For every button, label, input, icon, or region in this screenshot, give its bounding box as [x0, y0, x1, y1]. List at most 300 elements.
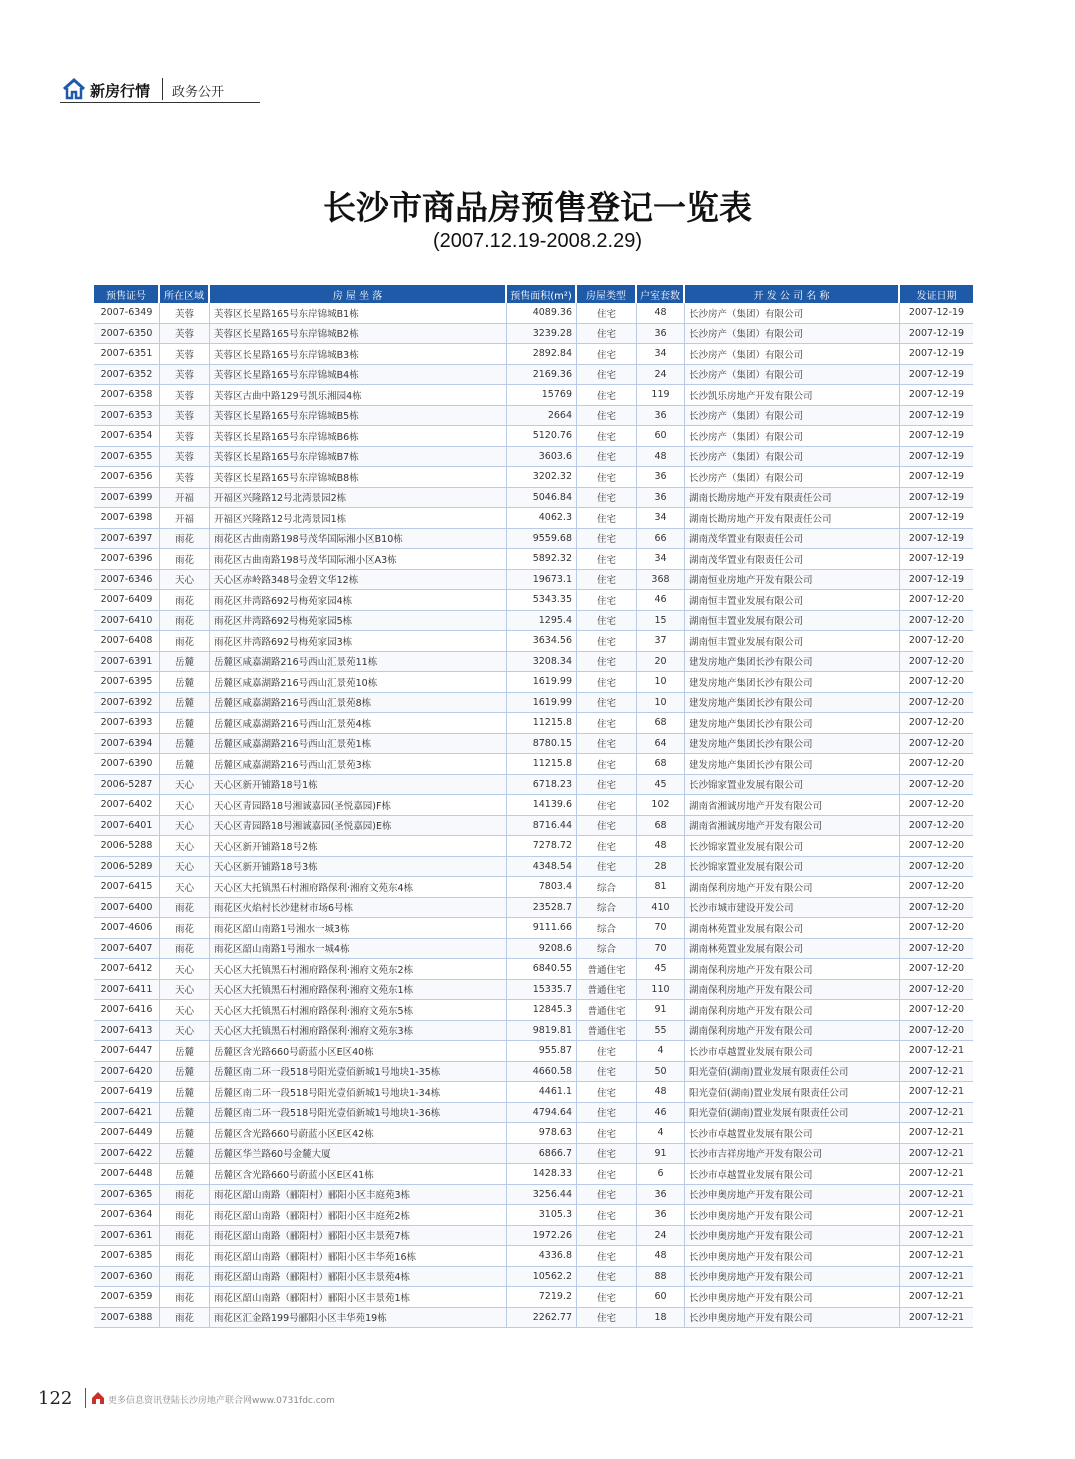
developer-cell: 长沙申奥房地产开发有限公司 [685, 1287, 900, 1308]
location-cell: 岳麓区咸嘉湖路216号西山汇景苑8栋 [210, 693, 507, 714]
presale-area-cell: 4660.58 [507, 1062, 577, 1083]
permit-number-cell: 2007-6419 [94, 1082, 160, 1103]
table-row [94, 775, 973, 796]
issue-date-cell: 2007-12-20 [900, 939, 973, 960]
location-cell: 芙蓉区长星路165号东岸锦城B7栋 [210, 447, 507, 468]
house-type-cell: 住宅 [577, 836, 637, 857]
permit-number-cell: 2007-6399 [94, 488, 160, 509]
house-type-cell: 住宅 [577, 385, 637, 406]
house-type-cell: 住宅 [577, 795, 637, 816]
permit-number-cell: 2006-5289 [94, 857, 160, 878]
district-cell: 岳麓 [160, 734, 210, 755]
presale-area-cell: 2262.77 [507, 1308, 577, 1329]
issue-date-cell: 2007-12-21 [900, 1123, 973, 1144]
location-cell: 雨花区韶山南路（郦阳村）郦阳小区丰景苑1栋 [210, 1287, 507, 1308]
unit-count-cell: 48 [637, 1246, 685, 1267]
presale-area-cell: 5046.84 [507, 488, 577, 509]
developer-cell: 长沙市卓越置业发展有限公司 [685, 1123, 900, 1144]
house-type-cell: 住宅 [577, 344, 637, 365]
location-cell: 雨花区韶山南路1号湘水一城3栋 [210, 918, 507, 939]
house-type-cell: 住宅 [577, 1103, 637, 1124]
date-range: (2007.12.19-2008.2.29) [432, 230, 643, 252]
unit-count-cell: 36 [637, 324, 685, 345]
location-cell: 天心区新开铺路18号1栋 [210, 775, 507, 796]
developer-cell: 湖南保利房地产开发有限公司 [685, 980, 900, 1001]
table-row [94, 1308, 973, 1329]
unit-count-cell: 410 [637, 898, 685, 919]
permit-number-cell: 2007-6351 [94, 344, 160, 365]
permit-number-cell: 2007-6364 [94, 1205, 160, 1226]
table-row [94, 836, 973, 857]
unit-count-cell: 46 [637, 1103, 685, 1124]
location-cell: 雨花区井湾路692号梅苑家园3栋 [210, 631, 507, 652]
location-cell: 岳麓区咸嘉湖路216号西山汇景苑10栋 [210, 672, 507, 693]
developer-cell: 长沙房产（集团）有限公司 [685, 303, 900, 324]
table-row [94, 734, 973, 755]
presale-area-cell: 9559.68 [507, 529, 577, 550]
developer-cell: 长沙锦家置业发展有限公司 [685, 857, 900, 878]
location-cell: 天心区青园路18号湘诚嘉园(圣悦嘉园)E栋 [210, 816, 507, 837]
table-row [94, 1062, 973, 1083]
house-type-cell: 住宅 [577, 508, 637, 529]
house-type-cell: 住宅 [577, 488, 637, 509]
developer-cell: 湖南恒丰置业发展有限公司 [685, 631, 900, 652]
developer-cell: 建发房地产集团长沙有限公司 [685, 734, 900, 755]
district-cell: 芙蓉 [160, 365, 210, 386]
presale-area-cell: 6866.7 [507, 1144, 577, 1165]
presale-area-cell: 3105.3 [507, 1205, 577, 1226]
unit-count-cell: 48 [637, 836, 685, 857]
unit-count-cell: 88 [637, 1267, 685, 1288]
permit-number-cell: 2007-6358 [94, 385, 160, 406]
house-type-cell: 住宅 [577, 1144, 637, 1165]
table-row [94, 1226, 973, 1247]
developer-cell: 长沙市吉祥房地产开发有限公司 [685, 1144, 900, 1165]
col-header-location: 房 屋 坐 落 [210, 285, 507, 303]
presale-area-cell: 14139.6 [507, 795, 577, 816]
unit-count-cell: 34 [637, 508, 685, 529]
house-type-cell: 住宅 [577, 447, 637, 468]
developer-cell: 湖南保利房地产开发有限公司 [685, 1021, 900, 1042]
developer-cell: 长沙房产（集团）有限公司 [685, 467, 900, 488]
location-cell: 岳麓区咸嘉湖路216号西山汇景苑11栋 [210, 652, 507, 673]
district-cell: 芙蓉 [160, 467, 210, 488]
page-number: 122 [38, 1388, 73, 1409]
district-cell: 芙蓉 [160, 324, 210, 345]
house-type-cell: 住宅 [577, 1082, 637, 1103]
presale-area-cell: 5343.35 [507, 590, 577, 611]
house-type-cell: 住宅 [577, 1123, 637, 1144]
permit-number-cell: 2007-6416 [94, 1000, 160, 1021]
unit-count-cell: 36 [637, 406, 685, 427]
issue-date-cell: 2007-12-21 [900, 1205, 973, 1226]
presale-area-cell: 1295.4 [507, 611, 577, 632]
table-row [94, 795, 973, 816]
location-cell: 岳麓区含光路660号蔚蓝小区E区40栋 [210, 1041, 507, 1062]
issue-date-cell: 2007-12-20 [900, 918, 973, 939]
unit-count-cell: 6 [637, 1164, 685, 1185]
location-cell: 芙蓉区长星路165号东岸锦城B1栋 [210, 303, 507, 324]
unit-count-cell: 55 [637, 1021, 685, 1042]
presale-area-cell: 4461.1 [507, 1082, 577, 1103]
location-cell: 雨花区古曲南路198号茂华国际湘小区A3栋 [210, 549, 507, 570]
house-type-cell: 住宅 [577, 1226, 637, 1247]
issue-date-cell: 2007-12-20 [900, 857, 973, 878]
table-row [94, 918, 973, 939]
issue-date-cell: 2007-12-21 [900, 1226, 973, 1247]
unit-count-cell: 36 [637, 1185, 685, 1206]
permit-number-cell: 2007-6393 [94, 713, 160, 734]
unit-count-cell: 24 [637, 365, 685, 386]
issue-date-cell: 2007-12-20 [900, 877, 973, 898]
permit-number-cell: 2007-6396 [94, 549, 160, 570]
issue-date-cell: 2007-12-19 [900, 365, 973, 386]
presale-area-cell: 1428.33 [507, 1164, 577, 1185]
location-cell: 岳麓区咸嘉湖路216号西山汇景苑3栋 [210, 754, 507, 775]
unit-count-cell: 10 [637, 672, 685, 693]
table-row [94, 1205, 973, 1226]
unit-count-cell: 70 [637, 939, 685, 960]
developer-cell: 长沙申奥房地产开发有限公司 [685, 1308, 900, 1329]
developer-cell: 长沙房产（集团）有限公司 [685, 426, 900, 447]
issue-date-cell: 2007-12-20 [900, 590, 973, 611]
developer-cell: 长沙房产（集团）有限公司 [685, 344, 900, 365]
permit-number-cell: 2007-6346 [94, 570, 160, 591]
location-cell: 芙蓉区长星路165号东岸锦城B3栋 [210, 344, 507, 365]
unit-count-cell: 50 [637, 1062, 685, 1083]
house-type-cell: 住宅 [577, 693, 637, 714]
permit-number-cell: 2007-6397 [94, 529, 160, 550]
unit-count-cell: 18 [637, 1308, 685, 1329]
developer-cell: 湖南保利房地产开发有限公司 [685, 959, 900, 980]
unit-count-cell: 91 [637, 1144, 685, 1165]
section-subtitle: 政务公开 [172, 85, 225, 100]
presale-area-cell: 15335.7 [507, 980, 577, 1001]
table-row [94, 385, 973, 406]
location-cell: 天心区青园路18号湘诚嘉园(圣悦嘉园)F栋 [210, 795, 507, 816]
house-type-cell: 住宅 [577, 611, 637, 632]
developer-cell: 建发房地产集团长沙有限公司 [685, 713, 900, 734]
presale-area-cell: 9208.6 [507, 939, 577, 960]
house-type-cell: 住宅 [577, 672, 637, 693]
table-row [94, 488, 973, 509]
presale-area-cell: 1619.99 [507, 672, 577, 693]
permit-number-cell: 2007-6394 [94, 734, 160, 755]
permit-number-cell: 2007-6365 [94, 1185, 160, 1206]
developer-cell: 长沙申奥房地产开发有限公司 [685, 1267, 900, 1288]
district-cell: 岳麓 [160, 672, 210, 693]
district-cell: 雨花 [160, 1267, 210, 1288]
issue-date-cell: 2007-12-20 [900, 898, 973, 919]
district-cell: 雨花 [160, 1205, 210, 1226]
district-cell: 天心 [160, 959, 210, 980]
issue-date-cell: 2007-12-19 [900, 426, 973, 447]
district-cell: 天心 [160, 816, 210, 837]
permit-number-cell: 2007-6388 [94, 1308, 160, 1329]
developer-cell: 建发房地产集团长沙有限公司 [685, 693, 900, 714]
unit-count-cell: 36 [637, 1205, 685, 1226]
unit-count-cell: 48 [637, 303, 685, 324]
presale-area-cell: 4794.64 [507, 1103, 577, 1124]
location-cell: 岳麓区咸嘉湖路216号西山汇景苑1栋 [210, 734, 507, 755]
permit-number-cell: 2007-6402 [94, 795, 160, 816]
table-row [94, 549, 973, 570]
presale-area-cell: 19673.1 [507, 570, 577, 591]
col-header-units: 户室套数 [637, 285, 685, 303]
district-cell: 岳麓 [160, 1123, 210, 1144]
issue-date-cell: 2007-12-19 [900, 488, 973, 509]
permit-number-cell: 2007-6352 [94, 365, 160, 386]
house-type-cell: 综合 [577, 898, 637, 919]
house-type-cell: 住宅 [577, 467, 637, 488]
location-cell: 天心区大托镇黑石村湘府路保利·湘府文苑东5栋 [210, 1000, 507, 1021]
location-cell: 雨花区韶山南路（郦阳村）郦阳小区丰华苑16栋 [210, 1246, 507, 1267]
house-type-cell: 住宅 [577, 1185, 637, 1206]
district-cell: 岳麓 [160, 1144, 210, 1165]
table-row [94, 754, 973, 775]
permit-number-cell: 2007-6390 [94, 754, 160, 775]
table-row [94, 1041, 973, 1062]
house-logo-icon [91, 1391, 105, 1405]
unit-count-cell: 24 [637, 1226, 685, 1247]
header-divider [162, 78, 163, 100]
developer-cell: 长沙申奥房地产开发有限公司 [685, 1205, 900, 1226]
table-row [94, 570, 973, 591]
permit-number-cell: 2007-6359 [94, 1287, 160, 1308]
district-cell: 岳麓 [160, 1164, 210, 1185]
developer-cell: 阳光壹佰(湖南)置业发展有限责任公司 [685, 1103, 900, 1124]
district-cell: 雨花 [160, 549, 210, 570]
table-row [94, 365, 973, 386]
presale-area-cell: 3256.44 [507, 1185, 577, 1206]
issue-date-cell: 2007-12-21 [900, 1082, 973, 1103]
unit-count-cell: 64 [637, 734, 685, 755]
developer-cell: 长沙锦家置业发展有限公司 [685, 836, 900, 857]
location-cell: 岳麓区咸嘉湖路216号西山汇景苑4栋 [210, 713, 507, 734]
developer-cell: 长沙市城市建设开发公司 [685, 898, 900, 919]
district-cell: 雨花 [160, 1185, 210, 1206]
district-cell: 芙蓉 [160, 406, 210, 427]
permit-number-cell: 2007-6409 [94, 590, 160, 611]
district-cell: 雨花 [160, 529, 210, 550]
house-type-cell: 住宅 [577, 570, 637, 591]
issue-date-cell: 2007-12-20 [900, 836, 973, 857]
unit-count-cell: 68 [637, 713, 685, 734]
issue-date-cell: 2007-12-20 [900, 734, 973, 755]
location-cell: 雨花区井湾路692号梅苑家园4栋 [210, 590, 507, 611]
district-cell: 雨花 [160, 611, 210, 632]
permit-number-cell: 2007-6356 [94, 467, 160, 488]
presale-area-cell: 2169.36 [507, 365, 577, 386]
location-cell: 芙蓉区古曲中路129号凯乐湘园4栋 [210, 385, 507, 406]
developer-cell: 建发房地产集团长沙有限公司 [685, 672, 900, 693]
issue-date-cell: 2007-12-19 [900, 467, 973, 488]
table-row [94, 1103, 973, 1124]
col-header-district: 所在区域 [160, 285, 210, 303]
unit-count-cell: 60 [637, 426, 685, 447]
table-row [94, 1287, 973, 1308]
permit-number-cell: 2007-6407 [94, 939, 160, 960]
house-type-cell: 住宅 [577, 652, 637, 673]
developer-cell: 湖南茂华置业有限责任公司 [685, 549, 900, 570]
presale-area-cell: 15769 [507, 385, 577, 406]
developer-cell: 长沙房产（集团）有限公司 [685, 365, 900, 386]
location-cell: 雨花区火焰村长沙建材市场6号栋 [210, 898, 507, 919]
location-cell: 雨花区韶山南路（郦阳村）郦阳小区丰景苑7栋 [210, 1226, 507, 1247]
location-cell: 芙蓉区长星路165号东岸锦城B6栋 [210, 426, 507, 447]
permit-number-cell: 2007-6350 [94, 324, 160, 345]
presale-area-cell: 3603.6 [507, 447, 577, 468]
developer-cell: 湖南恒丰置业发展有限公司 [685, 611, 900, 632]
location-cell: 岳麓区华兰路60号金麓大厦 [210, 1144, 507, 1165]
issue-date-cell: 2007-12-21 [900, 1185, 973, 1206]
table-row [94, 1267, 973, 1288]
table-row [94, 324, 973, 345]
unit-count-cell: 91 [637, 1000, 685, 1021]
presale-area-cell: 23528.7 [507, 898, 577, 919]
permit-number-cell: 2007-6447 [94, 1041, 160, 1062]
table-row [94, 529, 973, 550]
permit-number-cell: 2007-6349 [94, 303, 160, 324]
district-cell: 芙蓉 [160, 426, 210, 447]
unit-count-cell: 36 [637, 467, 685, 488]
permit-number-cell: 2007-6412 [94, 959, 160, 980]
issue-date-cell: 2007-12-21 [900, 1062, 973, 1083]
presale-area-cell: 3239.28 [507, 324, 577, 345]
location-cell: 岳麓区南二环一段518号阳光壹佰新城1号地块1-36栋 [210, 1103, 507, 1124]
house-type-cell: 住宅 [577, 324, 637, 345]
col-header-area: 预售面积(m²) [507, 285, 577, 303]
location-cell: 芙蓉区长星路165号东岸锦城B2栋 [210, 324, 507, 345]
table-row [94, 672, 973, 693]
table-row [94, 508, 973, 529]
district-cell: 芙蓉 [160, 344, 210, 365]
issue-date-cell: 2007-12-19 [900, 303, 973, 324]
issue-date-cell: 2007-12-20 [900, 631, 973, 652]
location-cell: 天心区新开铺路18号2栋 [210, 836, 507, 857]
col-header-date: 发证日期 [900, 285, 973, 303]
permit-number-cell: 2007-6448 [94, 1164, 160, 1185]
house-type-cell: 综合 [577, 939, 637, 960]
developer-cell: 湖南茂华置业有限责任公司 [685, 529, 900, 550]
district-cell: 天心 [160, 1021, 210, 1042]
section-header [60, 78, 260, 103]
developer-cell: 长沙凯乐房地产开发有限公司 [685, 385, 900, 406]
developer-cell: 湖南林苑置业发展有限公司 [685, 939, 900, 960]
district-cell: 雨花 [160, 590, 210, 611]
issue-date-cell: 2007-12-21 [900, 1267, 973, 1288]
permit-number-cell: 2007-6421 [94, 1103, 160, 1124]
house-type-cell: 住宅 [577, 303, 637, 324]
presale-area-cell: 12845.3 [507, 1000, 577, 1021]
table-row [94, 713, 973, 734]
presale-area-cell: 11215.8 [507, 713, 577, 734]
unit-count-cell: 48 [637, 1082, 685, 1103]
location-cell: 雨花区韶山南路（郦阳村）郦阳小区丰景苑4栋 [210, 1267, 507, 1288]
unit-count-cell: 48 [637, 447, 685, 468]
issue-date-cell: 2007-12-19 [900, 406, 973, 427]
issue-date-cell: 2007-12-21 [900, 1103, 973, 1124]
presale-area-cell: 5892.32 [507, 549, 577, 570]
issue-date-cell: 2007-12-21 [900, 1164, 973, 1185]
developer-cell: 湖南恒业房地产开发有限公司 [685, 570, 900, 591]
unit-count-cell: 10 [637, 693, 685, 714]
presale-area-cell: 9111.66 [507, 918, 577, 939]
issue-date-cell: 2007-12-19 [900, 324, 973, 345]
issue-date-cell: 2007-12-20 [900, 611, 973, 632]
district-cell: 天心 [160, 877, 210, 898]
issue-date-cell: 2007-12-20 [900, 652, 973, 673]
district-cell: 雨花 [160, 1246, 210, 1267]
unit-count-cell: 37 [637, 631, 685, 652]
table-row [94, 693, 973, 714]
permit-number-cell: 2007-6395 [94, 672, 160, 693]
col-header-permit: 预售证号 [94, 285, 160, 303]
table-row [94, 1185, 973, 1206]
page-title: 长沙市商品房预售登记一览表 [323, 188, 752, 227]
location-cell: 雨花区韶山南路1号湘水一城4栋 [210, 939, 507, 960]
unit-count-cell: 68 [637, 816, 685, 837]
district-cell: 岳麓 [160, 652, 210, 673]
developer-cell: 湖南省湘诚房地产开发有限公司 [685, 795, 900, 816]
presale-area-cell: 7803.4 [507, 877, 577, 898]
section-title: 新房行情 [90, 82, 151, 100]
location-cell: 开福区兴隆路12号北湾景园2栋 [210, 488, 507, 509]
col-header-developer: 开 发 公 司 名 称 [685, 285, 900, 303]
table-row [94, 1246, 973, 1267]
house-type-cell: 住宅 [577, 549, 637, 570]
issue-date-cell: 2007-12-19 [900, 344, 973, 365]
district-cell: 芙蓉 [160, 303, 210, 324]
district-cell: 雨花 [160, 898, 210, 919]
location-cell: 雨花区韶山南路（郦阳村）郦阳小区丰庭苑2栋 [210, 1205, 507, 1226]
unit-count-cell: 119 [637, 385, 685, 406]
house-type-cell: 普通住宅 [577, 1000, 637, 1021]
unit-count-cell: 110 [637, 980, 685, 1001]
presale-area-cell: 4336.8 [507, 1246, 577, 1267]
permit-number-cell: 2007-6408 [94, 631, 160, 652]
location-cell: 岳麓区南二环一段518号阳光壹佰新城1号地块1-34栋 [210, 1082, 507, 1103]
footer-text: 更多信息资讯登陆长沙房地产联合网www.0731fdc.com [108, 1396, 335, 1406]
house-type-cell: 住宅 [577, 713, 637, 734]
location-cell: 芙蓉区长星路165号东岸锦城B5栋 [210, 406, 507, 427]
permit-number-cell: 2007-6391 [94, 652, 160, 673]
house-type-cell: 住宅 [577, 816, 637, 837]
presale-area-cell: 2892.84 [507, 344, 577, 365]
issue-date-cell: 2007-12-20 [900, 816, 973, 837]
district-cell: 岳麓 [160, 1062, 210, 1083]
presale-area-cell: 3202.32 [507, 467, 577, 488]
permit-number-cell: 2007-6360 [94, 1267, 160, 1288]
presale-area-cell: 6718.23 [507, 775, 577, 796]
presale-area-cell: 1972.26 [507, 1226, 577, 1247]
location-cell: 天心区大托镇黑石村湘府路保利·湘府文苑东4栋 [210, 877, 507, 898]
table-row [94, 1000, 973, 1021]
developer-cell: 长沙市卓越置业发展有限公司 [685, 1041, 900, 1062]
house-type-cell: 住宅 [577, 406, 637, 427]
permit-number-cell: 2007-6449 [94, 1123, 160, 1144]
location-cell: 芙蓉区长星路165号东岸锦城B4栋 [210, 365, 507, 386]
table-row [94, 1164, 973, 1185]
house-type-cell: 住宅 [577, 734, 637, 755]
district-cell: 岳麓 [160, 693, 210, 714]
table-row [94, 877, 973, 898]
presale-area-cell: 4089.36 [507, 303, 577, 324]
developer-cell: 阳光壹佰(湖南)置业发展有限责任公司 [685, 1062, 900, 1083]
presale-area-cell: 4348.54 [507, 857, 577, 878]
permit-number-cell: 2007-6411 [94, 980, 160, 1001]
developer-cell: 湖南长勘房地产开发有限责任公司 [685, 488, 900, 509]
